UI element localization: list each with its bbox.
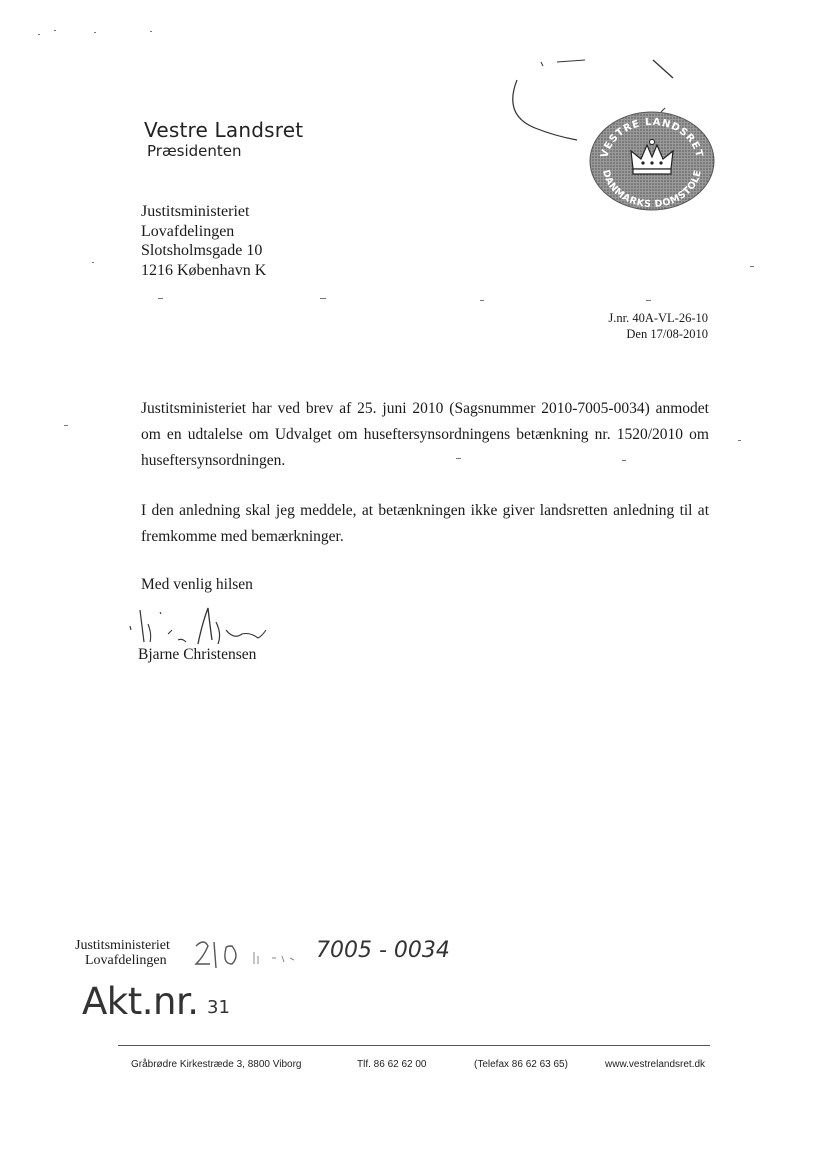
recipient-line: Justitsministeriet — [141, 203, 250, 220]
scan-speck — [54, 30, 56, 31]
scan-speck — [738, 440, 741, 441]
handwritten-signature — [126, 604, 276, 652]
scan-speck — [750, 266, 754, 267]
scan-speck — [94, 32, 96, 33]
stamp-ministry: Justitsministeriet — [75, 938, 170, 953]
scan-speck — [158, 298, 163, 299]
letter-date: Den 17/08-2010 — [626, 327, 708, 341]
court-seal-stamp — [589, 111, 715, 211]
akt-number: 31 — [207, 997, 230, 1018]
scan-speck — [150, 31, 152, 32]
footer-phone: Tlf. 86 62 62 00 — [357, 1059, 427, 1070]
ministry-receipt-stamp — [75, 938, 170, 968]
scan-speck — [92, 262, 94, 263]
seal-top-text: VESTRE LANDSRET — [599, 116, 705, 160]
seal-bottom-text: DANMARKS DOMSTOLE — [600, 168, 704, 211]
body-paragraph-2: I den anledning skal jeg meddele, at betænkningen ikke giver landsretten anledning til at fremkomme med bemærkninger. — [141, 502, 709, 545]
recipient-address — [141, 202, 266, 280]
handwritten-year — [190, 934, 310, 974]
akt-label: Akt.nr. — [82, 980, 199, 1023]
footer-fax: (Telefax 86 62 63 65) — [474, 1059, 568, 1070]
body-paragraph-1: Justitsministeriet har ved brev af 25. juni 2010 (Sagsnummer 2010-7005-0034) anmodet om en udtalelse om Udvalget om huseftersynsordningens betænkning nr. 1520/2010 om huseftersynsordningen. — [141, 400, 709, 469]
scan-speck — [38, 34, 40, 35]
closing-salutation: Med venlig hilsen — [141, 576, 253, 593]
scan-speck — [320, 298, 326, 299]
footer-divider — [118, 1045, 710, 1046]
scan-speck — [480, 300, 484, 301]
footer-address: Gråbrødre Kirkestræde 3, 8800 Viborg — [131, 1059, 302, 1070]
scan-speck — [64, 425, 68, 426]
recipient-line: Lovafdelingen — [141, 222, 235, 240]
footer-website[interactable]: www.vestrelandsret.dk — [605, 1059, 706, 1070]
court-name: Vestre Landsret — [144, 118, 304, 142]
recipient-line: Slotsholmsgade 10 — [141, 242, 263, 259]
reference-block — [608, 310, 708, 342]
court-department: Præsidenten — [147, 142, 242, 160]
stamp-department: Lovafdelingen — [85, 953, 167, 968]
handwritten-case-number: 7005 - 0034 — [316, 938, 450, 963]
journal-number: J.nr. 40A-VL-26-10 — [608, 311, 708, 325]
scan-speck — [646, 300, 651, 301]
signer-name: Bjarne Christensen — [138, 646, 257, 663]
recipient-line: 1216 København K — [141, 261, 267, 279]
